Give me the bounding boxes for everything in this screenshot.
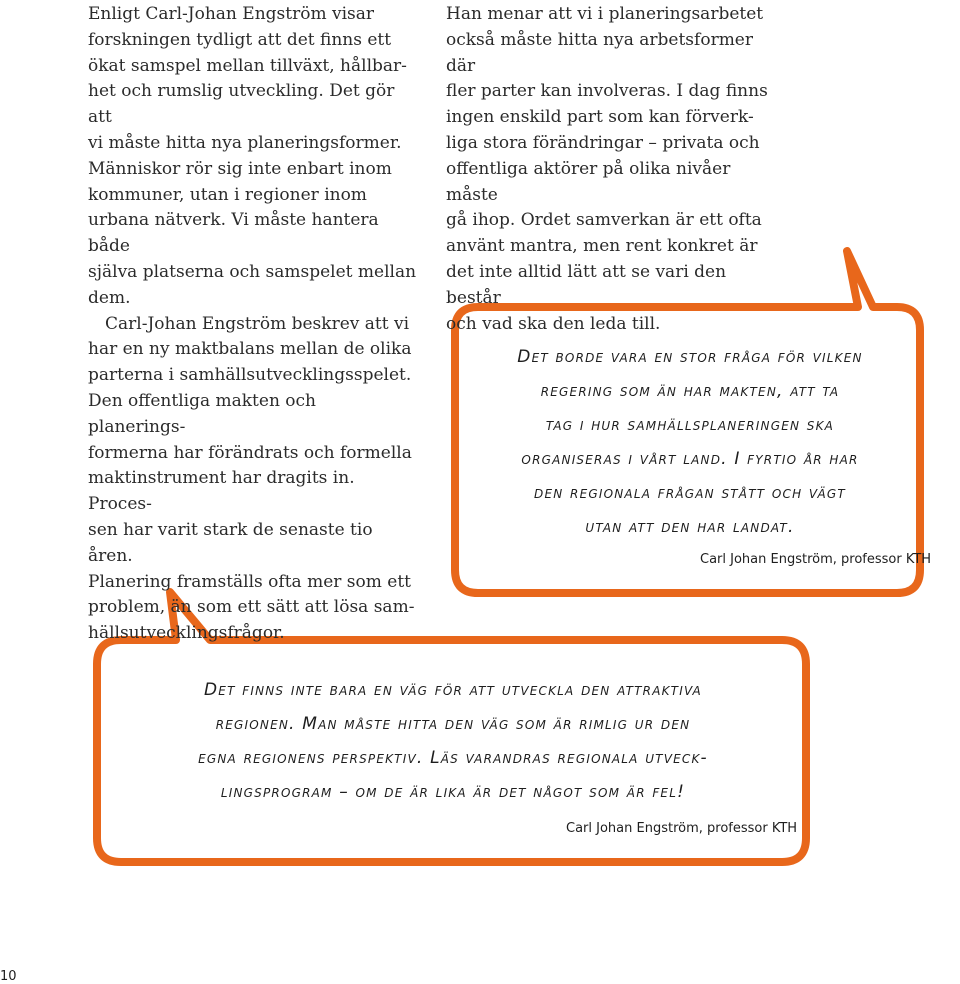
text-line: också måste hitta nya arbetsformer där	[446, 29, 753, 76]
quote-line: egna regionens perspektiv. Läs varandras regionala utveck-	[198, 748, 708, 768]
text-line: parterna i samhällsutvecklingsspelet.	[88, 365, 412, 386]
text-line: använt mantra, men rent konkret är	[446, 236, 758, 257]
text-line: ingen enskild part som kan förverk-	[446, 107, 754, 128]
text-line: offentliga aktörer på olika nivåer måste	[446, 158, 731, 205]
left-article-column	[88, 2, 418, 647]
text-line: formerna har förändrats och formella	[88, 442, 412, 463]
quote-line: organiseras i vårt land. I fyrtio år har	[521, 449, 859, 469]
text-line: urbana nätverk. Vi måste hantera både	[88, 210, 379, 257]
text-line: vi måste hitta nya planeringsformer.	[88, 132, 402, 153]
text-line: Carl-Johan Engström beskrev att vi	[105, 313, 410, 334]
quote-line: tag i hur samhällsplaneringen ska	[545, 415, 835, 435]
text-line: Den offentliga makten och planerings-	[88, 390, 316, 437]
text-line: det inte alltid lätt att se vari den består	[446, 261, 727, 308]
text-line: själva platserna och samspelet mellan	[88, 261, 417, 282]
text-line: maktinstrument har dragits in. Proces-	[88, 468, 355, 515]
text-line: kommuner, utan i regioner inom	[88, 184, 367, 205]
text-line: Planering framställs ofta mer som ett	[88, 571, 411, 592]
text-line: har en ny maktbalans mellan de olika	[88, 339, 412, 360]
text-line: fler parter kan involveras. I dag finns	[446, 81, 768, 102]
text-line: och vad ska den leda till.	[446, 313, 661, 334]
text-line: Han menar att vi i planeringsarbetet	[446, 4, 764, 24]
text-line: Människor rör sig inte enbart inom	[88, 158, 392, 179]
text-line: hällsutvecklingsfrågor.	[88, 623, 285, 644]
left-paragraph-1	[88, 2, 418, 312]
text-line: dem.	[88, 287, 131, 308]
left-paragraph-2	[88, 312, 418, 647]
text-line: het och rumslig utveckling. Det gör att	[88, 81, 395, 128]
quote-line: regering som än har makten, att ta	[540, 381, 840, 401]
quote-line: Det finns inte bara en väg för att utveckla den attraktiva	[204, 680, 702, 700]
quote-line: den regionala frågan stått och vägt	[534, 483, 846, 503]
quote-2-attribution: Carl Johan Engström, professor KTH	[566, 821, 798, 836]
page-number: 10	[0, 969, 17, 984]
quote-line: regionen. Man måste hitta den väg som är rimlig ur den	[215, 714, 691, 734]
text-line: Enligt Carl-Johan Engström visar	[88, 4, 374, 24]
pull-quote-1	[470, 340, 910, 544]
quote-line: Det borde vara en stor fråga för vilken	[517, 347, 863, 367]
right-article-column	[446, 2, 786, 337]
text-line: problem, än som ett sätt att lösa sam-	[88, 597, 415, 618]
pull-quote-2	[108, 673, 798, 809]
text-line: gå ihop. Ordet samverkan är ett ofta	[446, 210, 762, 231]
quote-1-attribution: Carl Johan Engström, professor KTH	[700, 552, 932, 567]
text-line: forskningen tydligt att det finns ett	[88, 29, 392, 50]
quote-line: utan att den har landat.	[585, 517, 795, 537]
text-line: ökat samspel mellan tillväxt, hållbar-	[88, 55, 407, 76]
text-line: sen har varit stark de senaste tio åren.	[88, 519, 373, 566]
text-line: liga stora förändringar – privata och	[446, 132, 760, 153]
quote-line: lingsprogram – om de är lika är det något som är fel!	[220, 782, 686, 802]
right-paragraph-1	[446, 2, 786, 337]
